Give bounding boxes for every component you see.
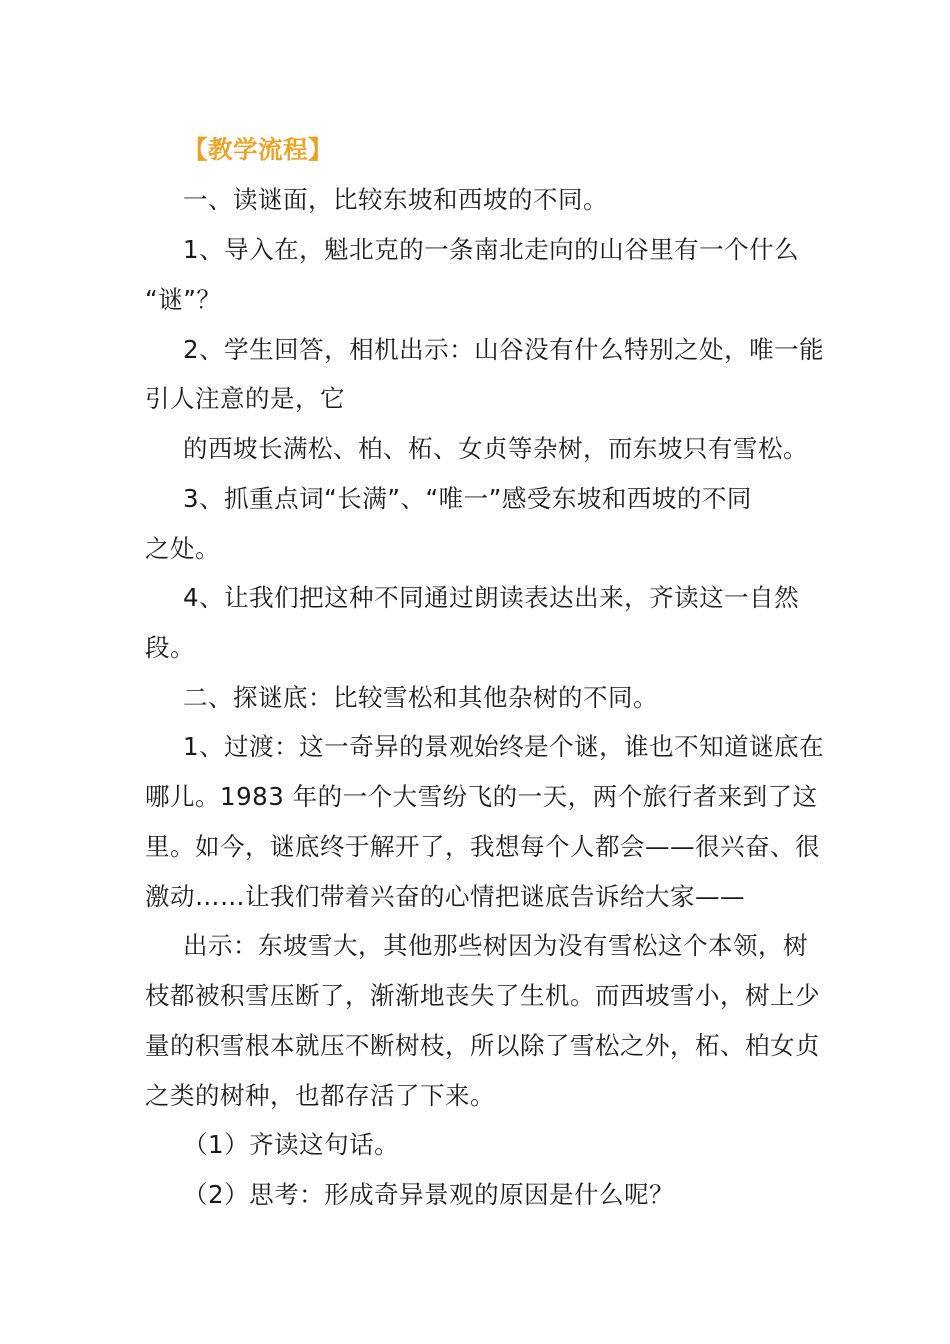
paragraph-line: 之类的树种，也都存活了下来。: [145, 1081, 495, 1110]
paragraph-line: （2）思考：形成奇异景观的原因是什么呢？: [183, 1180, 675, 1209]
paragraph-line: 里。如今，谜底终于解开了，我想每个人都会——很兴奋、很: [145, 832, 820, 861]
paragraph-line: 激动……让我们带着兴奋的心情把谜底告诉给大家——: [145, 882, 745, 911]
paragraph-line: “谜”？: [145, 285, 222, 314]
paragraph-line: 段。: [145, 633, 195, 662]
section-heading: 【教学流程】: [183, 135, 333, 164]
paragraph-line: 3、抓重点词“长满”、“唯一”感受东坡和西坡的不同: [183, 484, 752, 513]
paragraph-line: 的西坡长满松、柏、柘、女贞等杂树，而东坡只有雪松。: [183, 434, 808, 463]
paragraph-line: 1、过渡：这一奇异的景观始终是个谜，谁也不知道谜底在: [183, 732, 825, 761]
paragraph-line: 2、学生回答，相机出示：山谷没有什么特别之处，唯一能: [183, 335, 825, 364]
paragraph-line: 量的积雪根本就压不断树枝，所以除了雪松之外，柘、柏女贞: [145, 1031, 820, 1060]
paragraph-line: 二、探谜底：比较雪松和其他杂树的不同。: [183, 683, 658, 712]
paragraph-line: （1）齐读这句话。: [183, 1130, 400, 1159]
paragraph-line: 引人注意的是，它: [145, 384, 345, 413]
paragraph-line: 1、导入在，魁北克的一条南北走向的山谷里有一个什么: [183, 235, 800, 264]
paragraph-line: 枝都被积雪压断了，渐渐地丧失了生机。而西坡雪小，树上少: [145, 981, 820, 1010]
paragraph-line: 哪儿。1983 年的一个大雪纷飞的一天，两个旅行者来到了这: [145, 782, 818, 811]
paragraph-line: 4、让我们把这种不同通过朗读表达出来，齐读这一自然: [183, 583, 800, 612]
paragraph-line: 之处。: [145, 534, 220, 563]
paragraph-line: 一、读谜面，比较东坡和西坡的不同。: [183, 185, 608, 214]
paragraph-line: 出示：东坡雪大，其他那些树因为没有雪松这个本领，树: [183, 931, 808, 960]
